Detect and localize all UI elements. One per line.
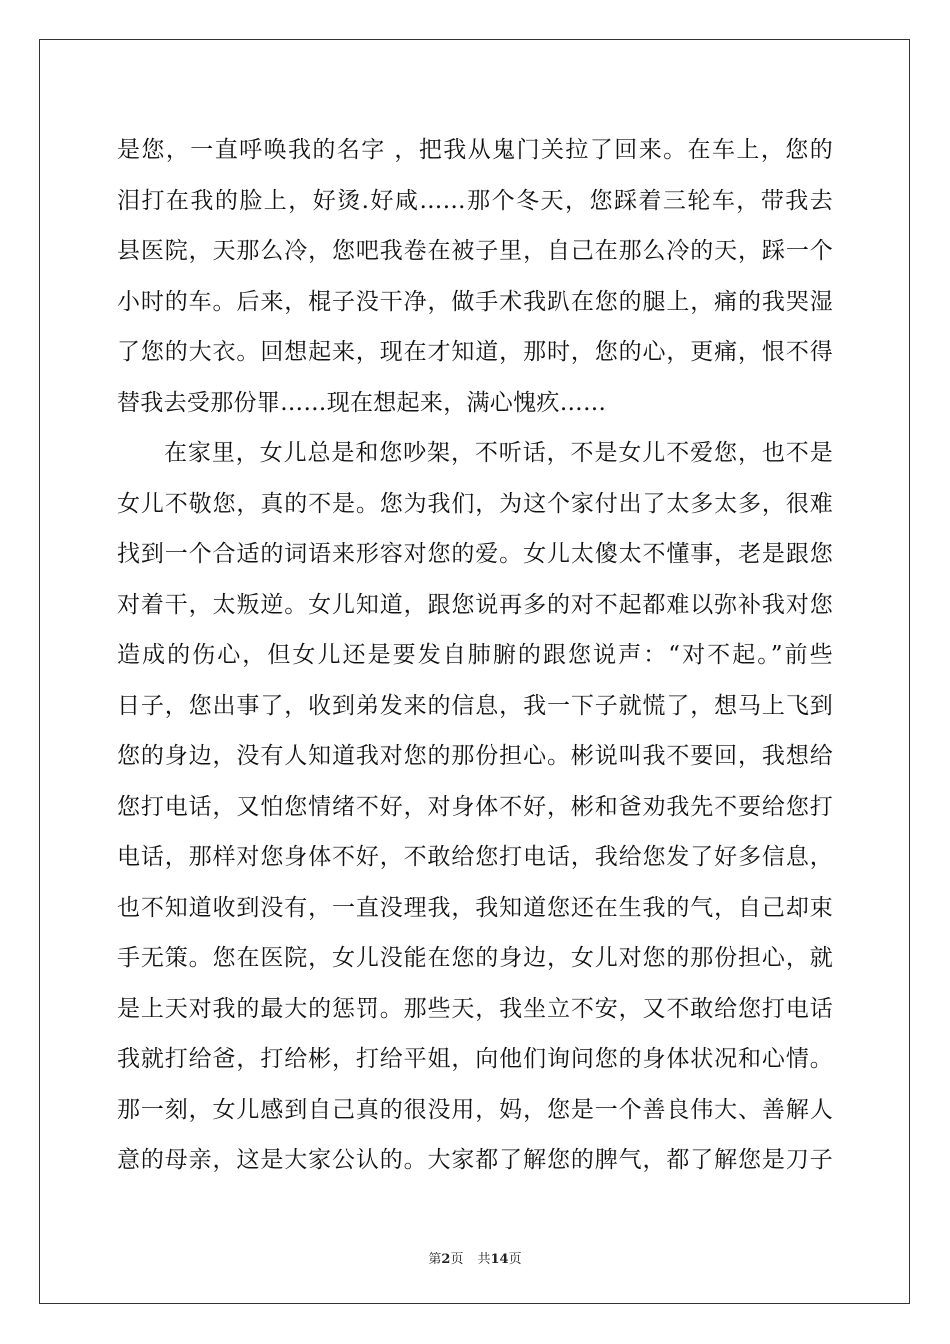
- text-line: 女儿不敬您，真的不是。您为我们，为这个家付出了太多太多，很难: [117, 490, 833, 517]
- text-line: 您的身边，没有人知道我对您的那份担心。彬说叫我不要回，我想给: [117, 743, 833, 769]
- total-prefix: 共: [477, 1252, 491, 1267]
- page-suffix: 页: [450, 1252, 464, 1267]
- document-body: [117, 130, 837, 1191]
- paragraph-first-line: 在家里，女儿总是和您吵架，不听话，不是女儿不爱您，也不是: [164, 440, 833, 466]
- text-line: 意的母亲，这是大家公认的。大家都了解您的脾气，都了解您是刀子: [117, 1147, 833, 1173]
- text-line: 那一刻，女儿感到自己真的很没用，妈，您是一个善良伟大、善解人: [117, 1096, 833, 1123]
- text-line: 找到一个合适的词语来形容对您的爱。女儿太傻太不懂事，老是跟您: [117, 541, 833, 567]
- text-line: 造成的伤心，但女儿还是要发自肺腑的跟您说声：“对不起。”前些: [117, 642, 833, 668]
- text-line: 是上天对我的最大的惩罚。那些天，我坐立不安，又不敢给您打电话: [117, 995, 833, 1022]
- text-line: 小时的车。后来，棍子没干净，做手术我趴在您的腿上，痛的我哭湿: [117, 288, 833, 315]
- text-line: 替我去受那份罪……现在想起来，满心愧疚……: [117, 389, 607, 416]
- text-line: 我就打给爸，打给彬，打给平姐，向他们询问您的身体状况和心情。: [117, 1046, 833, 1072]
- page-number: 2: [441, 1252, 451, 1267]
- text-line: 电话，那样对您身体不好，不敢给您打电话，我给您发了好多信息，: [117, 844, 833, 870]
- text-line: 日子，您出事了，收到弟发来的信息，我一下子就慌了，想马上飞到: [117, 692, 833, 719]
- text-line: 泪打在我的脸上，好烫.好咸……那个冬天，您踩着三轮车，带我去: [117, 187, 833, 214]
- text-line: 是您，一直呼唤我的名字 ，把我从鬼门关拉了回来。在车上，您的: [117, 137, 833, 163]
- text-line: 县医院，天那么冷，您吧我卷在被子里，自己在那么冷的天，踩一个: [117, 238, 833, 264]
- page-prefix: 第: [428, 1252, 442, 1267]
- total-pages: 14: [490, 1252, 509, 1267]
- total-suffix: 页: [508, 1252, 522, 1267]
- page-footer: [0, 1248, 950, 1267]
- text-line: 了您的大衣。回想起来，现在才知道，那时，您的心，更痛，恨不得: [117, 339, 833, 365]
- text-line: 对着干，太叛逆。女儿知道，跟您说再多的对不起都难以弥补我对您: [117, 591, 833, 618]
- text-line: 您打电话，又怕您情绪不好，对身体不好，彬和爸劝我先不要给您打: [117, 793, 833, 820]
- text-line: 也不知道收到没有，一直没理我，我知道您还在生我的气，自己却束: [117, 894, 833, 921]
- text-line: 手无策。您在医院，女儿没能在您的身边，女儿对您的那份担心，就: [117, 945, 833, 971]
